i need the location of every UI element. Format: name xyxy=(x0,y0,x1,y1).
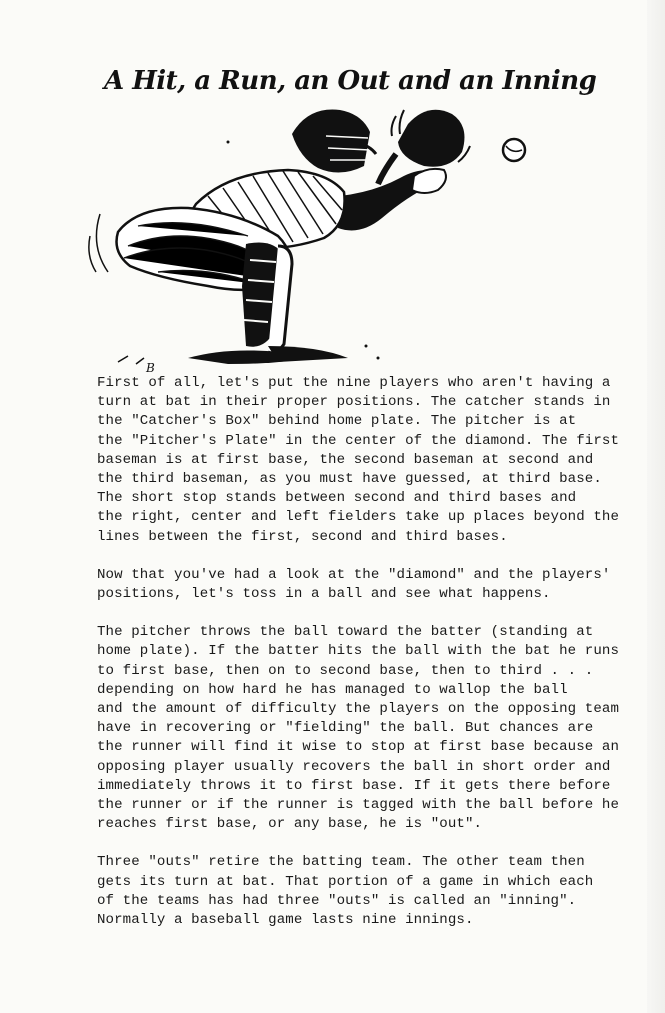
paragraph-innings xyxy=(97,853,617,930)
text-line: of the teams has had three "outs" is called an "inning". xyxy=(97,892,577,909)
text-line: turn at bat in their proper positions. The catcher stands in xyxy=(97,394,611,411)
baseball-icon xyxy=(503,139,525,161)
text-line: First of all, let's put the nine players who aren't having a xyxy=(97,375,611,391)
page-edge-shadow xyxy=(647,0,665,1013)
paragraph-pitch xyxy=(97,623,620,834)
text-line: positions, let's toss in a ball and see what happens. xyxy=(97,586,551,603)
artist-signature: B xyxy=(146,361,155,375)
text-line: Now that you've had a look at the "diamond" and the players' xyxy=(97,566,611,583)
text-line: opposing player usually recovers the ball in short order and xyxy=(97,758,611,775)
text-line: Normally a baseball game lasts nine innings. xyxy=(97,912,474,929)
body-text xyxy=(97,374,620,949)
text-line: the "Pitcher's Plate" in the center of the diamond. The first xyxy=(97,432,620,449)
text-line: the runner or if the runner is tagged with the ball before he xyxy=(97,797,620,814)
text-line: reaches first base, or any base, he is "out". xyxy=(97,816,483,833)
text-line: the "Catcher's Box" behind home plate. The pitcher is at xyxy=(97,413,577,430)
text-line: home plate). If the batter hits the ball with the bat he runs xyxy=(97,643,620,660)
text-line: baseman is at first base, the second baseman at second and xyxy=(97,451,594,468)
text-line: have in recovering or "fielding" the ball. But chances are xyxy=(97,720,594,737)
text-line: immediately throws it to first base. If it gets there before xyxy=(97,777,611,794)
text-line: The pitcher throws the ball toward the batter (standing at xyxy=(97,624,594,641)
text-line: the right, center and left fielders take up places beyond the xyxy=(97,509,620,526)
text-line: the third baseman, as you must have guessed, at third base. xyxy=(97,471,602,488)
catcher-illustration xyxy=(78,96,558,376)
text-line: the runner will find it wise to stop at first base because an xyxy=(97,739,620,756)
text-line: depending on how hard he has managed to wallop the ball xyxy=(97,681,568,698)
text-line: gets its turn at bat. That portion of a game in which each xyxy=(97,873,594,890)
text-line: to first base, then on to second base, then to third . . . xyxy=(97,662,594,679)
paragraph-positions xyxy=(97,374,620,547)
paragraph-diamond xyxy=(97,566,617,604)
text-line: The short stop stands between second and third bases and xyxy=(97,490,577,507)
text-line: Three "outs" retire the batting team. The other team then xyxy=(97,854,585,871)
text-line: and the amount of difficulty the players on the opposing team xyxy=(97,701,620,718)
text-line: lines between the first, second and third bases. xyxy=(97,528,508,545)
page-title: A Hit, a Run, an Out and an Inning xyxy=(104,66,597,96)
